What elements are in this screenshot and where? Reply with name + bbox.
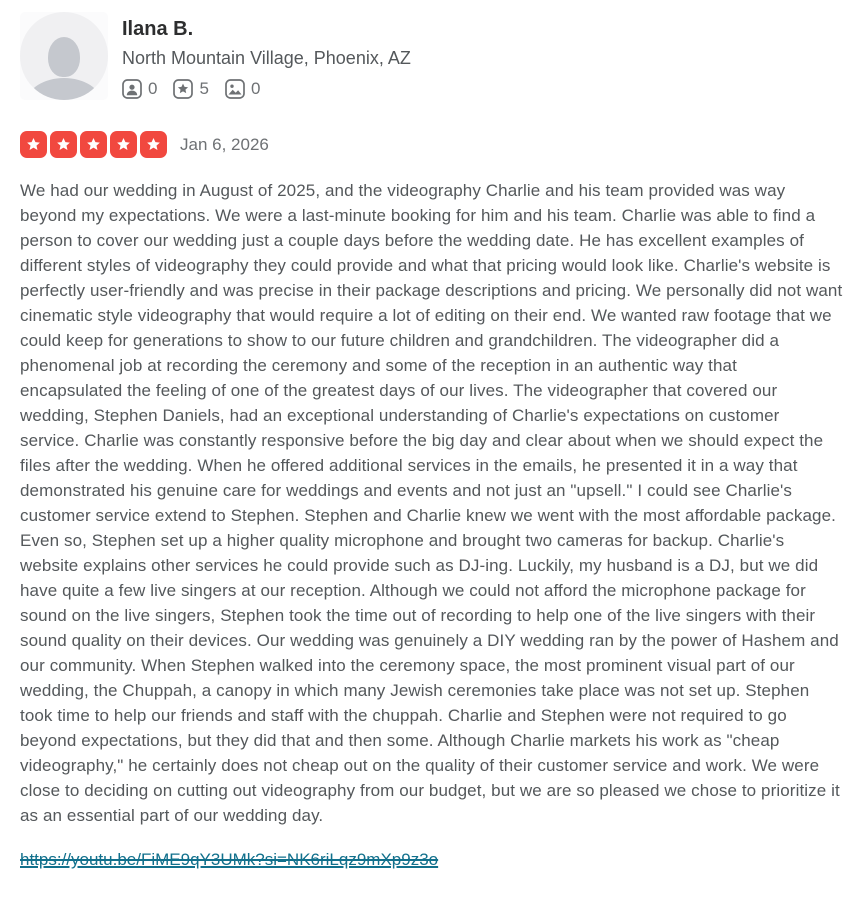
friend-icon	[122, 79, 142, 99]
reviewer-avatar[interactable]	[20, 12, 108, 100]
photos-count: 0	[250, 79, 261, 99]
reviewer-info	[122, 12, 411, 99]
photos-stat	[225, 79, 260, 99]
reviewer-header	[20, 12, 843, 100]
friends-count: 0	[148, 79, 158, 99]
reviewer-location: North Mountain Village, Phoenix, AZ	[122, 48, 411, 68]
reviews-count: 5	[199, 79, 209, 99]
star-icon	[50, 131, 77, 158]
reviews-stat	[173, 79, 208, 99]
star-rating	[20, 131, 167, 158]
star-icon	[80, 131, 107, 158]
reviewer-name[interactable]: Ilana B.	[122, 18, 194, 40]
star-icon	[110, 131, 137, 158]
video-link-wrap	[20, 850, 843, 870]
reviewer-stats	[122, 79, 411, 99]
review-date: Jan 6, 2026	[180, 134, 269, 154]
friends-stat	[122, 79, 157, 99]
avatar-placeholder-icon	[20, 12, 108, 100]
youtube-link[interactable]: https://youtu.be/FiME9qY3UMk?si=NK6riLqz9mXp9z3o	[20, 850, 439, 869]
star-badge-icon	[173, 79, 193, 99]
rating-row	[20, 131, 843, 158]
photo-icon	[225, 79, 245, 99]
review-text: We had our wedding in August of 2025, and the videography Charlie and his team provided was way beyond my expectations. We were a last-minute booking for him and his team. Charlie was able to find a person to cover our wedding just a couple days before the wedding date. He has excellent examples of different styles of videography they could provide and what that pricing would look like. Charlie's website is perfectly user-friendly and was precise in their package descriptions and pricing. We personally did not want cinematic style videography that would require a lot of editing on their end. We wanted raw footage that we could keep for generations to show to our future children and grandchildren. The videographer did a phenomenal job at recording the ceremony and some of the reception in an authentic way that encapsulated the feeling of one of the greatest days of our lives. The videographer that covered our wedding, Stephen Daniels, had an exceptional understanding of Charlie's expectations on customer service. Charlie was constantly responsive before the big day and clear about when we should expect the files after the wedding. When he offered additional services in the emails, he presented it in a way that demonstrated his genuine care for weddings and events and not just an "upsell." I could see Charlie's customer service extend to Stephen. Stephen and Charlie knew we went with the most affordable package. Even so, Stephen set up a higher quality microphone and brought two cameras for backup. Charlie's website explains other services he could provide such as DJ-ing. Luckily, my husband is a DJ, but we did have quite a few live singers at our reception. Although we could not afford the microphone package for sound on the live singers, Stephen took the time out of recording to help one of the live singers with their sound quality on their devices. Our wedding was genuinely a DIY wedding ran by the power of Hashem and our community. When Stephen walked into the ceremony space, the most prominent visual part of our wedding, the Chuppah, a canopy in which many Jewish ceremonies take place was not set up. Stephen took time to help our friends and staff with the chuppah. Charlie and Stephen were not required to go beyond expectations, but they did that and then some. Although Charlie markets his work as "cheap videography," he certainly does not cheap out on the quality of their customer service and work. We were close to deciding on cutting out videography from our budget, but we are so pleased we chose to prioritize it as an essential part of our wedding day.	[20, 181, 843, 825]
star-icon	[20, 131, 47, 158]
star-icon	[140, 131, 167, 158]
